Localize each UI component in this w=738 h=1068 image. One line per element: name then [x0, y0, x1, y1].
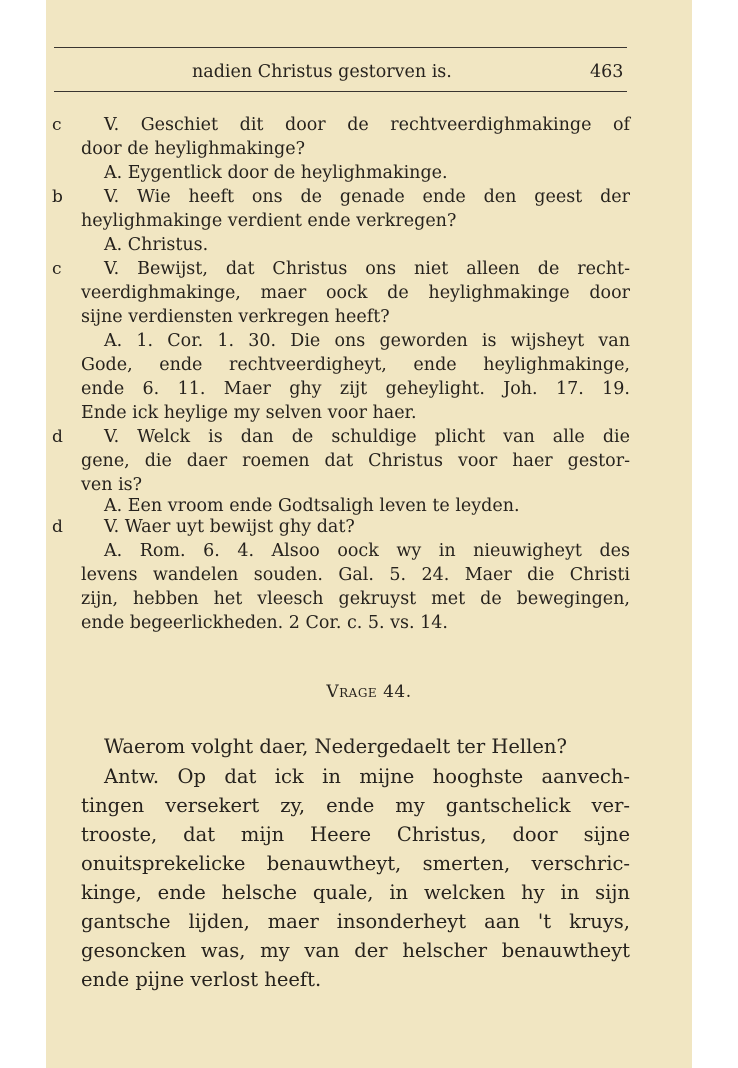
text-line: V. Waer uyt bewijst ghy dat? — [104, 517, 355, 537]
answer-line: gantsche lijden, maer insonderheyt aan 't kruys, — [81, 910, 630, 933]
text-line: V. Welck is dan de schuldige plicht van alle die — [104, 427, 630, 447]
answer-line: gesoncken was, my van der helscher benauwtheyt — [81, 939, 630, 962]
text-line: levens wandelen souden. Gal. 5. 24. Maer die Christi — [81, 565, 630, 585]
text-line: A. Christus. — [104, 235, 209, 255]
text-line: heylighmakinge verdient ende verkregen? — [81, 211, 457, 231]
section-heading: Vrage 44. — [326, 682, 412, 702]
answer-line: onuitsprekelicke benauwtheyt, smerten, verschric- — [81, 852, 630, 875]
margin-letter: d — [52, 517, 63, 537]
text-line: zijn, hebben het vleesch gekruyst met de bewegingen, — [81, 589, 630, 609]
text-line: ven is? — [81, 475, 143, 495]
text-line: A. Een vroom ende Godtsaligh leven te leyden. — [104, 496, 520, 516]
text-line: A. Rom. 6. 4. Alsoo oock wy in nieuwigheyt des — [104, 541, 630, 561]
margin-letter: b — [52, 187, 63, 207]
text-line: Ende ick heylige my selven voor haer. — [81, 403, 417, 423]
answer-line: tingen versekert zy, ende my gantschelick ver- — [81, 794, 630, 817]
text-line: ende begeerlickheden. 2 Cor. c. 5. vs. 14. — [81, 613, 448, 633]
text-line: gene, die daer roemen dat Christus voor haer gestor- — [81, 451, 630, 471]
answer-line: ende pijne verlost heeft. — [81, 968, 322, 991]
text-line: A. Eygentlick door de heylighmakinge. — [104, 163, 448, 183]
running-header: nadien Christus gestorven is. — [192, 62, 452, 82]
header-rule-top — [54, 47, 627, 48]
margin-letter: d — [52, 427, 63, 447]
header-rule-bottom — [54, 91, 627, 92]
margin-letter: c — [52, 259, 62, 279]
text-line: V. Bewijst, dat Christus ons niet alleen de recht- — [104, 259, 630, 279]
answer-line: trooste, dat mijn Heere Christus, door sijne — [81, 823, 630, 846]
text-line: Gode, ende rechtveerdigheyt, ende heylighmakinge, — [81, 355, 630, 375]
page-number: 463 — [590, 62, 624, 82]
text-line: V. Geschiet dit door de rechtveerdighmakinge of — [104, 115, 630, 135]
text-line: veerdighmakinge, maer oock de heylighmakinge door — [81, 283, 630, 303]
margin-letter: c — [52, 115, 62, 135]
text-line: A. 1. Cor. 1. 30. Die ons geworden is wijsheyt van — [104, 331, 630, 351]
question-line: Waerom volght daer, Nedergedaelt ter Hellen? — [104, 735, 567, 758]
text-line: ende 6. 11. Maer ghy zijt geheylight. Joh. 17. 19. — [81, 379, 630, 399]
answer-line: Antw. Op dat ick in mijne hooghste aanvech- — [104, 765, 630, 788]
text-line: door de heylighmakinge? — [81, 139, 305, 159]
text-line: V. Wie heeft ons de genade ende den geest der — [104, 187, 630, 207]
answer-line: kinge, ende helsche quale, in welcken hy in sijn — [81, 881, 630, 904]
text-line: sijne verdiensten verkregen heeft? — [81, 307, 390, 327]
